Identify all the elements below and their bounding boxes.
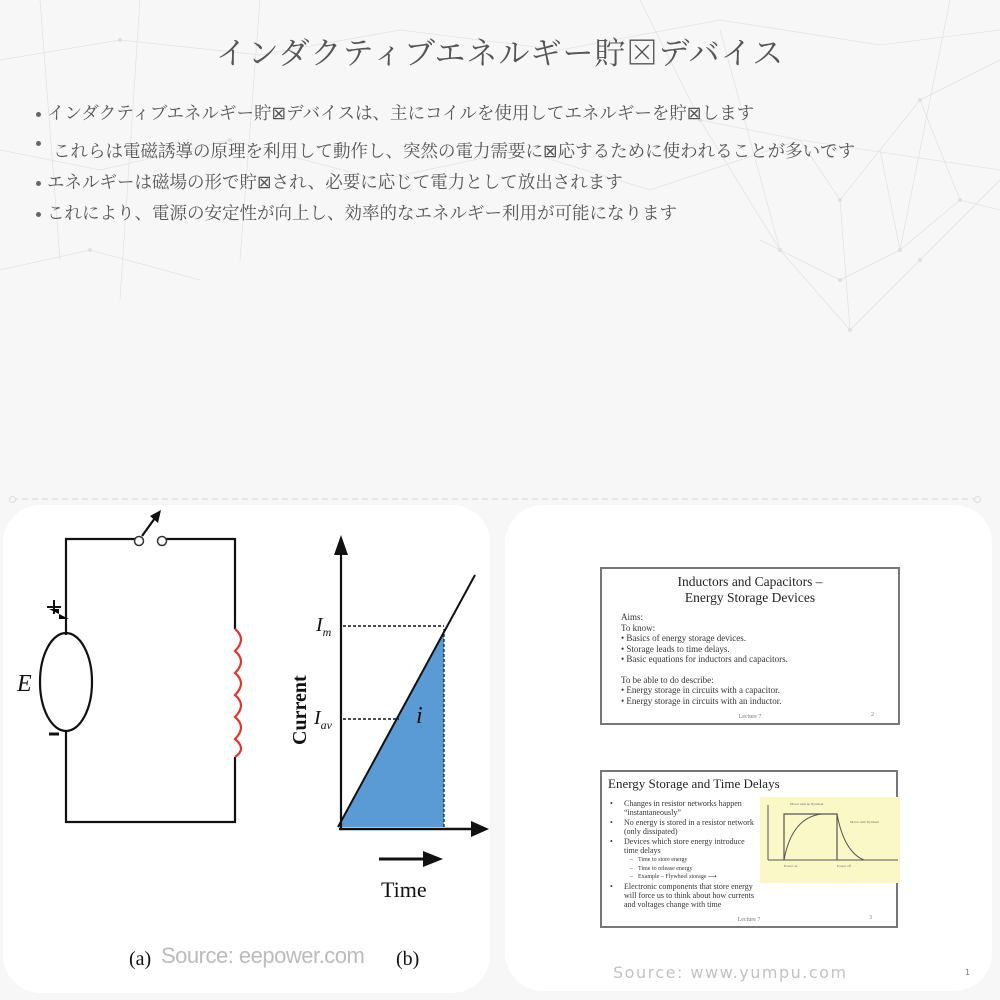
- slide-footer: Lecture 7: [737, 917, 761, 923]
- lecture-slide-2: [600, 567, 900, 725]
- inductor-circuit-figure: [3, 505, 490, 993]
- svg-text:Motor with flywheel: Motor with flywheel: [850, 820, 879, 824]
- svg-text:Power on: Power on: [784, 864, 798, 868]
- svg-text:E: E: [17, 671, 32, 697]
- section-divider: [12, 498, 978, 500]
- bullet-item: [36, 202, 1000, 226]
- slide-title: Inductors and Capacitors – Energy Storage Devices: [677, 574, 823, 605]
- slide-footer: Lecture 7: [738, 714, 762, 720]
- svg-text:Current: Current: [289, 675, 311, 745]
- bullet-item: [36, 140, 1000, 164]
- inductor-coil-icon: [235, 629, 241, 757]
- image-source-credit: Source: eepower.com: [161, 943, 365, 968]
- bullet-dot-icon: [36, 181, 41, 186]
- svg-text:(a): (a): [129, 948, 152, 970]
- bullet-text: これにより、電源の安定性が向上し、効率的なエネルギー利用が可能になります: [47, 204, 677, 224]
- switch-contact-icon: [158, 537, 167, 546]
- slide-body: • Changes in resistor networks happen “instantaneously” • No energy is stored in a resistor network (only dissipated) • Devices which store energy introduce time delays – Time to store energy – Time to release energy – Example – Flywheel storage ⟶ • Electronic components that store energy will force us to think about how currents and voltages change with time: [610, 799, 754, 909]
- page-number: 1: [965, 968, 971, 977]
- svg-text:Motor with no flywheel: Motor with no flywheel: [790, 802, 824, 806]
- bullet-item: [36, 102, 1000, 126]
- switch-contact-icon: [135, 537, 144, 546]
- slide-title: Energy Storage and Time Delays: [608, 776, 780, 791]
- svg-text:Power off: Power off: [837, 864, 851, 868]
- y-axis-arrow-icon: [334, 535, 348, 555]
- time-arrow-icon: [423, 851, 443, 867]
- svg-text:i: i: [416, 703, 423, 729]
- bullet-dot-icon: [36, 212, 41, 217]
- bullet-list: [36, 100, 1000, 226]
- slide-number: 2: [871, 712, 874, 718]
- bullet-dot-icon: [36, 112, 41, 117]
- bullet-text: インダクティブエネルギー貯⊠デバイスは、主にコイルを使用してエネルギーを貯⊠します: [47, 104, 755, 124]
- bullet-text: エネルギーは磁場の形で貯⊠され、必要に応じて電力として放出されます: [47, 173, 623, 193]
- slide-body: Aims: To know: • Basics of energy storage devices. • Storage leads to time delays. • Basic equations for inductors and capacitors. To be able to do describe: • Energy storage in circuits with a capacitor. • Energy storage in circuits with an inductor.: [621, 612, 788, 706]
- slide-number: 3: [869, 915, 872, 921]
- svg-text:Im: $I_m$: [316, 614, 332, 639]
- svg-text:Iav: $I_{av}$: [314, 707, 332, 732]
- bullet-item: [36, 171, 1000, 195]
- svg-text:Time: Time: [381, 877, 427, 902]
- bullet-text: これらは電磁誘導の原理を利用して動作し、突然の電力需要に⊠応するために使われることが多いです: [53, 142, 856, 162]
- image-card-yumpu: [505, 505, 992, 991]
- svg-text:(b): (b): [396, 948, 420, 970]
- image-card-eepower: [3, 505, 490, 993]
- x-axis-arrow-icon: [471, 821, 489, 837]
- image-source-credit: Source: www.yumpu.com: [613, 963, 848, 982]
- flywheel-chart: [760, 797, 900, 883]
- lecture-slide-3: [600, 770, 898, 928]
- bullet-dot-icon: [36, 141, 41, 146]
- page-title: インダクティブエネルギー貯⊠デバイス: [215, 36, 785, 72]
